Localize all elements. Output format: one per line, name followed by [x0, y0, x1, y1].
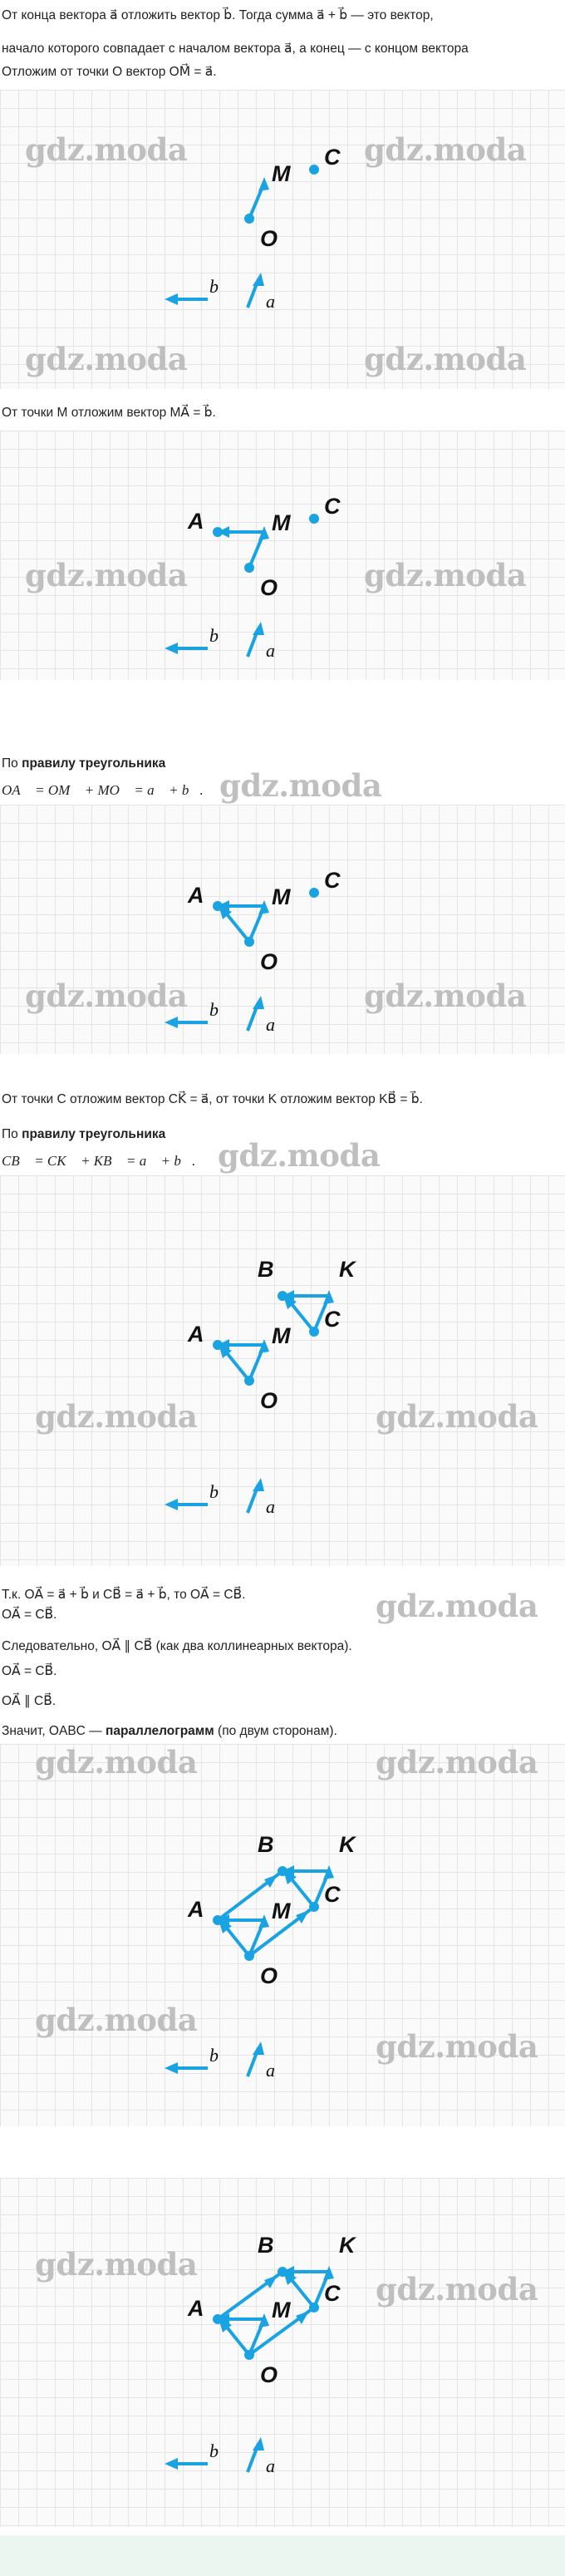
intro-line-3: Отложим от точки O вектор OM⃗ = a⃗.	[2, 65, 217, 79]
label-c: C	[324, 1307, 341, 1332]
vector-cb	[289, 1876, 314, 1907]
label-m: M	[272, 161, 291, 186]
conclusion-prefix: Значит, OABC —	[2, 1724, 106, 1738]
label-m: M	[272, 1899, 291, 1923]
label-a-vector: a⃗	[266, 640, 290, 661]
watermark: gdz.moda	[25, 557, 188, 594]
point-c	[309, 888, 319, 898]
rule-name: правилу треугольника	[22, 756, 166, 771]
intro-line-2: начало которого совпадает с началом вектора a⃗, а конец — с концом вектора	[2, 42, 469, 56]
figure-5	[0, 1744, 565, 2126]
point-b	[278, 1291, 287, 1301]
vector-a-head	[253, 273, 264, 286]
label-a: A	[188, 1322, 204, 1347]
formula-cb: CB⃗ = CK⃗ + KB⃗ = a⃗ + b⃗.	[2, 1153, 196, 1169]
figure-2	[0, 431, 565, 680]
label-a: a⃗	[266, 291, 290, 312]
label-b-vector: b⃗	[209, 1481, 233, 1502]
conclusion-line-1: Т.к. OA⃗ = a⃗ + b⃗ и CB⃗ = a⃗ + b⃗, то OA⃗ = CB⃗.	[2, 1588, 246, 1602]
vector-oa	[224, 1350, 249, 1381]
figure-2-drawing	[0, 431, 565, 680]
vector-oa	[224, 2324, 249, 2355]
figure-4-drawing	[0, 1175, 565, 1566]
point-o	[244, 1376, 254, 1386]
label-b: b⃗	[209, 276, 233, 297]
vector-a-head	[253, 996, 264, 1009]
vector-a-head	[253, 1478, 264, 1491]
vector-b-head	[165, 2458, 178, 2470]
step-4-text: От точки C отложим вектор CK⃗ = a⃗, от точки K отложим вектор KB⃗ = b⃗.	[2, 1092, 423, 1106]
conclusion-line-5: OA⃗ ∥ CB⃗.	[2, 1694, 56, 1708]
point-a	[213, 1915, 223, 1925]
figure-1-drawing	[0, 90, 565, 389]
point-a	[213, 901, 223, 911]
vector-a-head	[253, 622, 264, 635]
label-b: b⃗	[209, 625, 233, 646]
watermark: gdz.moda	[364, 978, 527, 1014]
point-b	[278, 1866, 287, 1876]
watermark: gdz.moda	[364, 341, 527, 377]
watermark: gdz.moda	[25, 978, 188, 1014]
point-a	[213, 1340, 223, 1350]
watermark: gdz.moda	[376, 1398, 538, 1435]
point-b	[278, 2267, 287, 2277]
point-c	[309, 1327, 319, 1337]
conclusion-suffix: (по двум сторонам).	[214, 1724, 337, 1738]
watermark: gdz.moda	[35, 1744, 198, 1781]
vector-oa	[224, 911, 249, 942]
figure-3-drawing	[0, 805, 565, 1054]
figure-6-drawing	[0, 2178, 565, 2527]
label-k: K	[339, 2233, 356, 2258]
formula-oa: OA⃗ = OM⃗ + MO⃗ = a⃗ + b⃗.	[2, 782, 204, 798]
rule-prefix: По	[2, 1127, 22, 1141]
bottom-bar	[0, 2535, 565, 2576]
label-o: O	[260, 226, 278, 251]
watermark: gdz.moda	[35, 1398, 198, 1435]
label-b: b⃗	[209, 999, 233, 1020]
label-a-vector: a⃗	[266, 2060, 290, 2081]
label-b-vector: b⃗	[209, 2441, 233, 2461]
watermark: gdz.moda	[25, 131, 188, 168]
vector-a-head	[253, 2437, 264, 2450]
label-a-vector: a⃗	[266, 1496, 290, 1517]
parallelogram-word: параллелограмм	[105, 1724, 214, 1738]
figure-1	[0, 90, 565, 389]
watermark: gdz.moda	[376, 1588, 538, 1624]
label-k: K	[339, 1832, 356, 1857]
label-k: K	[339, 1257, 356, 1282]
vector-b-head	[165, 293, 178, 305]
rule-prefix: По	[2, 756, 22, 771]
intro-line-1: От конца вектора a⃗ отложить вектор b⃗. Тогда сумма a⃗ + b⃗ — это вектор,	[2, 8, 434, 22]
watermark: gdz.moda	[35, 2002, 198, 2038]
watermark: gdz.moda	[364, 131, 527, 168]
vector-oa	[224, 1925, 249, 1956]
vector-om-head	[258, 177, 269, 191]
label-o: O	[260, 2362, 278, 2387]
point-c	[309, 2303, 319, 2312]
conclusion-line-2: OA⃗ = CB⃗.	[2, 1608, 57, 1622]
watermark: gdz.moda	[376, 2271, 538, 2308]
label-o: O	[260, 575, 278, 600]
vector-cb	[289, 2277, 314, 2308]
watermark: gdz.moda	[219, 767, 382, 804]
label-a-vector: a⃗	[266, 2455, 290, 2476]
label-o: O	[260, 949, 278, 974]
label-a: A	[188, 1897, 204, 1922]
point-o	[244, 1951, 254, 1961]
label-c: C	[324, 494, 341, 519]
vector-b-head	[165, 1499, 178, 1510]
side-oc-head	[296, 1910, 309, 1923]
side-ab-head	[264, 1874, 278, 1888]
watermark: gdz.moda	[35, 2246, 198, 2283]
label-c: C	[324, 145, 341, 170]
label-m: M	[272, 510, 291, 535]
figure-6	[0, 2178, 565, 2527]
label-b-vector: b⃗	[209, 2045, 233, 2066]
side-ab-head	[264, 2275, 278, 2288]
point-a	[213, 2314, 223, 2324]
label-c: C	[324, 2281, 341, 2306]
label-a: A	[188, 2296, 204, 2321]
vector-b-head	[165, 2062, 178, 2074]
watermark: gdz.moda	[376, 1744, 538, 1781]
vector-a-head	[253, 2042, 264, 2055]
label-m: M	[272, 1323, 291, 1348]
watermark: gdz.moda	[25, 341, 188, 377]
label-m: M	[272, 884, 291, 909]
point-o	[244, 937, 254, 947]
label-a-vector: a⃗	[266, 1014, 290, 1035]
vector-cb	[289, 1301, 314, 1332]
watermark: gdz.moda	[364, 557, 527, 594]
conclusion-line-4: OA⃗ = CB⃗.	[2, 1664, 57, 1678]
vector-b-head	[165, 643, 178, 654]
label-a: A	[188, 883, 204, 908]
label-m: M	[272, 2298, 291, 2322]
conclusion-line-3: Следовательно, OA⃗ ∥ CB⃗ (как два коллинеарных вектора).	[2, 1639, 352, 1653]
label-c: C	[324, 1882, 341, 1907]
figure-5-drawing	[0, 1744, 565, 2126]
label-c: C	[324, 868, 341, 893]
label-a: A	[188, 509, 204, 534]
point-o	[244, 2350, 254, 2360]
point-c	[309, 514, 319, 524]
point-o	[244, 214, 254, 224]
side-oc-head	[296, 2311, 309, 2324]
watermark: gdz.moda	[218, 1137, 381, 1174]
watermark: gdz.moda	[376, 2028, 538, 2065]
conclusion-line-6	[0, 1722, 562, 1741]
step-2-text: От точки M отложим вектор MA⃗ = b⃗.	[2, 406, 216, 420]
vector-b-head	[165, 1017, 178, 1028]
rule-name: правилу треугольника	[22, 1127, 166, 1141]
label-b: B	[258, 2233, 274, 2258]
label-b: B	[258, 1257, 274, 1282]
point-a	[213, 527, 223, 537]
label-o: O	[260, 1388, 278, 1413]
point-c	[309, 165, 319, 175]
point-o	[244, 563, 254, 573]
label-o: O	[260, 1963, 278, 1988]
label-b: B	[258, 1832, 274, 1857]
point-c	[309, 1902, 319, 1912]
